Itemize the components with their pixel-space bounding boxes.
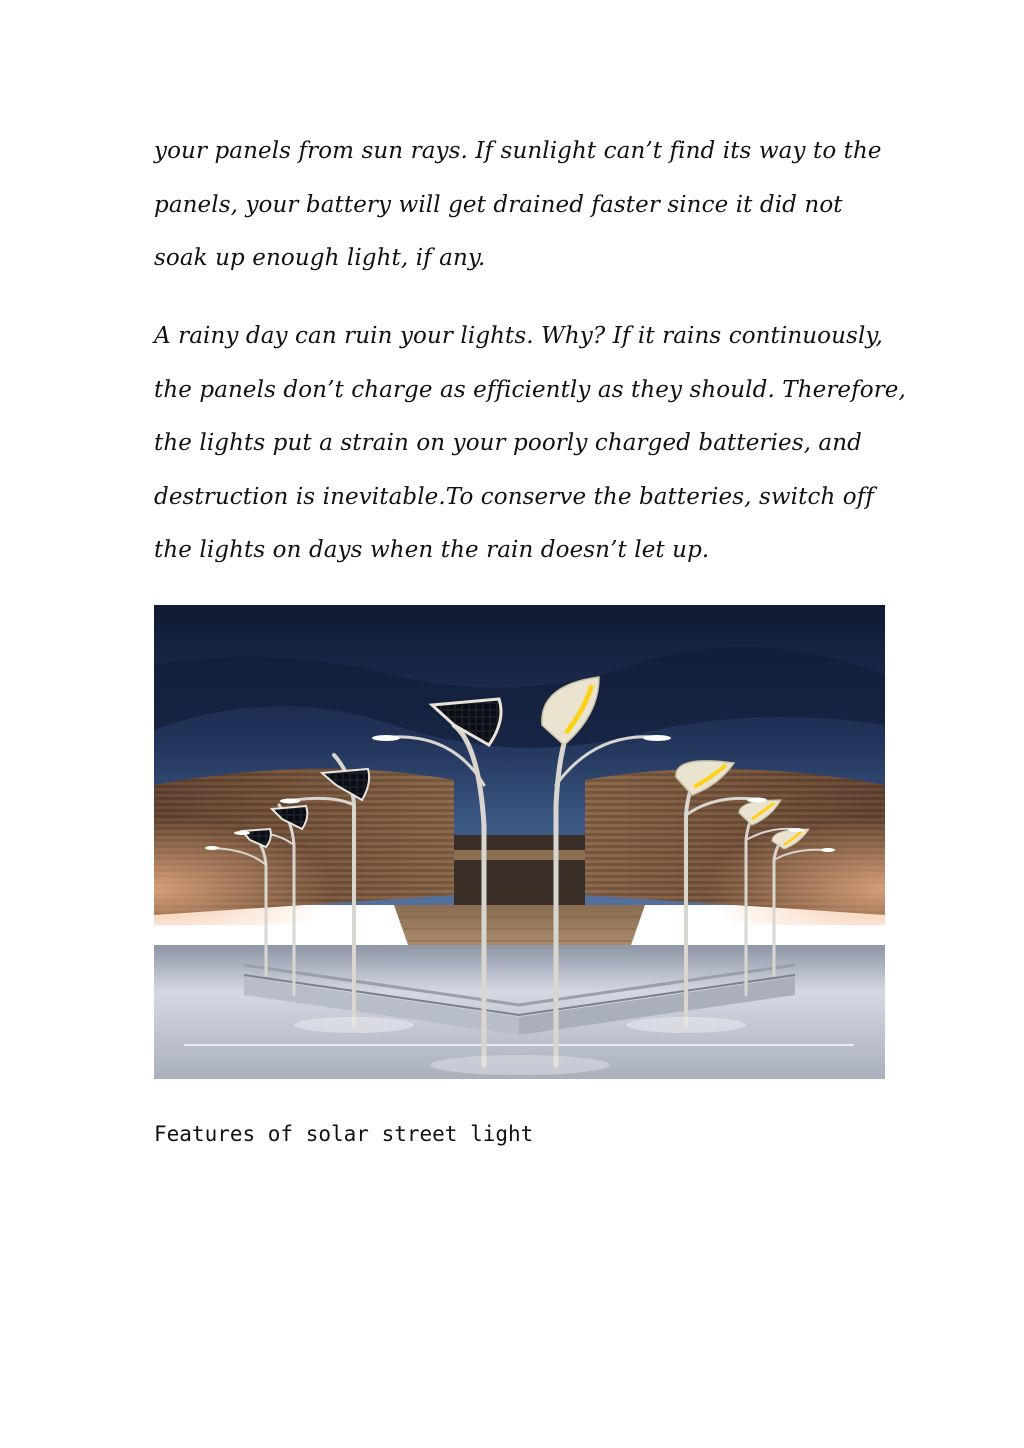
figure-caption: Features of solar street light: [154, 1122, 534, 1146]
text-line: the lights on days when the rain doesn’t let up.: [154, 537, 710, 563]
paragraph-rainy-day: [154, 310, 906, 578]
paragraph-panels-sunlight: [154, 125, 884, 286]
text-line: panels, your battery will get drained faster since it did not: [154, 191, 843, 218]
text-line: destruction is inevitable.To conserve the batteries, switch off: [154, 483, 874, 510]
text-line: soak up enough light, if any.: [154, 245, 486, 271]
text-line: the panels don’t charge as efficiently as they should. Therefore,: [154, 376, 906, 403]
solar-street-light-photo: [154, 605, 885, 1079]
text-line: A rainy day can ruin your lights. Why? If it rains continuously,: [154, 323, 883, 349]
text-line: your panels from sun rays. If sunlight can’t find its way to the: [154, 138, 882, 164]
text-line: the lights put a strain on your poorly charged batteries, and: [154, 430, 862, 456]
